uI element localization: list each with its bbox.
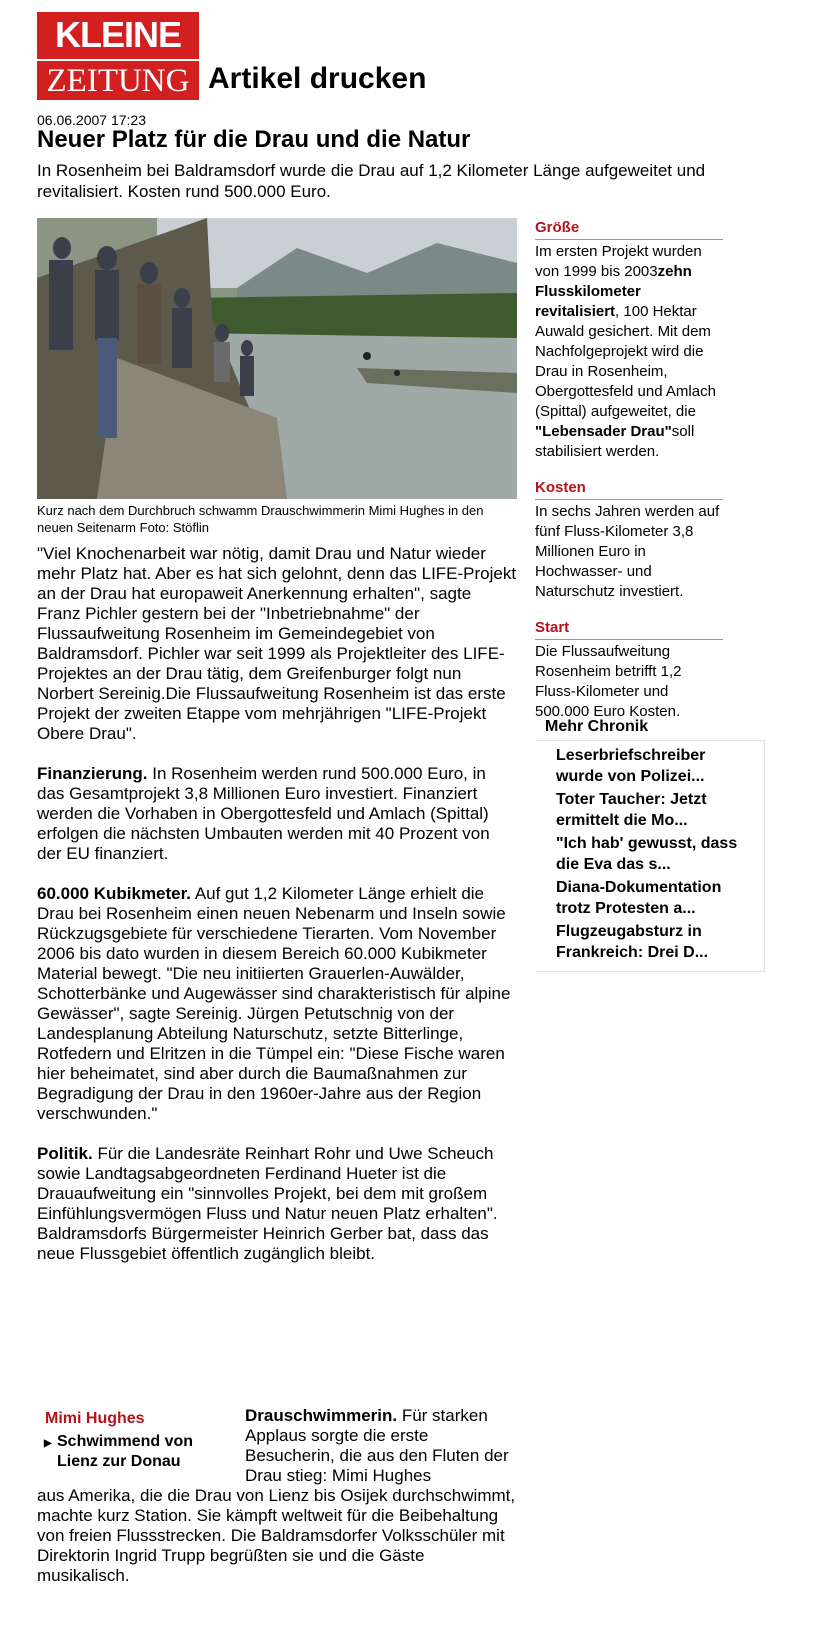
article-body — [37, 544, 517, 1284]
article-date: 06.06.2007 17:23 — [37, 112, 146, 128]
paragraph-kubikmeter — [37, 884, 517, 1124]
groesse-text-b: zehn Flusskilometer revitalisiert — [535, 263, 692, 320]
info-title-groesse: Größe — [535, 218, 723, 240]
text-drauschwimmerin-a: Für starken Applaus sorgte die erste Besucherin, die aus den Fluten der Drau stieg: Mimi Hughes — [245, 1406, 509, 1485]
info-sidebar — [535, 218, 723, 738]
info-text-kosten: In sechs Jahren werden auf fünf Fluss-Kilometer 3,8 Millionen Euro in Hochwasser- und Naturschutz investiert. — [535, 503, 720, 600]
more-chronik-title: Mehr Chronik — [545, 718, 649, 735]
text-kubikmeter: Auf gut 1,2 Kilometer Länge erhielt die Drau bei Rosenheim einen neuen Nebenarm und Inseln sowie Rückzugsgebiete für verschiedene Tierarten. Vom November 2006 bis dato wurden in diesem Bereich 60.000 Kubikmeter Material bewegt. "Die neu initiierten Grauerlen-Auwälder, Schotterbänke und Augewässer sind charakteristisch für alpine Gewässer", sagte Sereinig. Jürgen Petutschnig von der Landesplanung Abteilung Naturschutz, setzte Bitterlinge, Rotfedern und Elritzen in die Tümpel ein: "Diese Fische waren hier beheimatet, sind aber durch die Baumaßnahmen zur Begradigung der Drau in den 1960er-Jahre aus der Region verschwunden." — [37, 884, 511, 1123]
kleine-zeitung-logo[interactable] — [37, 12, 199, 100]
article-photo — [37, 218, 517, 499]
logo-line2: ZEITUNG — [37, 59, 199, 100]
chronik-link[interactable]: Leserbriefschreiber wurde von Polizei... — [556, 747, 706, 785]
header — [37, 12, 757, 102]
info-box-start — [535, 618, 723, 722]
article-lead: In Rosenheim bei Baldramsdorf wurde die Drau auf 1,2 Kilometer Länge aufgeweitet und revitalisiert. Kosten rund 500.000 Euro. — [37, 161, 706, 201]
groesse-text-d: "Lebensader Drau" — [535, 423, 672, 440]
more-chronik-list — [535, 740, 765, 972]
info-text-groesse — [535, 242, 723, 462]
river-photo-illustration — [37, 218, 517, 499]
print-title: Artikel drucken — [208, 62, 427, 95]
paragraph-drauschwimmerin — [245, 1406, 515, 1486]
info-text-start: Die Flussaufweitung Rosenheim betrifft 1,2 Fluss-Kilometer und 500.000 Euro Kosten. — [535, 643, 682, 720]
paragraph-politik — [37, 1144, 517, 1264]
text-politik: Für die Landesräte Reinhart Rohr und Uwe Scheuch sowie Landtagsabgeordneten Ferdinand Hueter ist die Drauaufweitung ein "sinnvolles Projekt, bei dem mit großem Einfühlungsvermögen Fluss und Natur neuen Platz erhalten". Baldramsdorfs Bürgermeister Heinrich Gerber bat, dass das neue Flussgebiet öffentlich zugänglich bleibt. — [37, 1144, 498, 1263]
mimi-hughes-link-text[interactable]: Schwimmend von Lienz zur Donau — [57, 1433, 194, 1470]
groesse-text-e: soll stabilisiert werden. — [535, 423, 695, 460]
more-chronik — [535, 718, 765, 972]
mimi-hughes-link[interactable] — [37, 1432, 237, 1472]
mimi-hughes-title: Mimi Hughes — [45, 1410, 145, 1427]
logo-line1: KLEINE — [54, 14, 181, 55]
mimi-hughes-box — [37, 1410, 237, 1472]
info-title-start: Start — [535, 618, 723, 640]
text-finanzierung: In Rosenheim werden rund 500.000 Euro, in das Gesamtprojekt 3,8 Millionen Euro investiert. Finanziert werden die Vorhaben in Obergottesfeld und Amlach (Spittal) erfolgen die nächsten Umbauten werden mit 40 Prozent von der EU finanziert. — [37, 764, 490, 863]
subhead-kubikmeter: 60.000 Kubikmeter. — [37, 884, 192, 903]
groesse-text-c: , 100 Hektar Auwald gesichert. Mit dem Nachfolgeprojekt wird die Drau in Rosenheim, Obergottesfeld und Amlach (Spittal) aufgeweitet, die — [535, 303, 716, 420]
chronik-link[interactable]: Toter Taucher: Jetzt ermittelt die Mo... — [556, 791, 707, 829]
info-box-kosten — [535, 478, 723, 602]
subhead-drauschwimmerin: Drauschwimmerin. — [245, 1406, 398, 1425]
paragraph-intro: "Viel Knochenarbeit war nötig, damit Drau und Natur wieder mehr Platz hat. Aber es hat sich gelohnt, denn das LIFE-Projekt an der Drau hat europaweit Anerkennung erhalten", sagte Franz Pichler gestern bei der "Inbetriebnahme" der Flussaufweitung Rosenheim im Gemeindegebiet von Baldramsdorf. Pichler war seit 1999 als Projektleiter des LIFE-Projektes an der Drau tätig, dem Greifenburger folgt nun Norbert Sereinig.Die Flussaufweitung Rosenheim ist das erste Projekt der zweiten Etappe vom mehrjährigen "LIFE-Projekt Obere Drau". — [37, 544, 517, 743]
paragraph-finanzierung — [37, 764, 517, 864]
subhead-politik: Politik. — [37, 1144, 93, 1163]
photo-caption: Kurz nach dem Durchbruch schwamm Drauschwimmerin Mimi Hughes in den neuen Seitenarm Foto: Stöflin — [37, 503, 484, 535]
chronik-link[interactable]: Flugzeugabsturz in Frankreich: Drei D... — [556, 923, 709, 961]
triangle-right-icon: ▶ — [44, 1438, 52, 1449]
paragraph-drauschwimmerin-cont: aus Amerika, die die Drau von Lienz bis Osijek durchschwimmt, machte kurz Station. Sie kämpft weltweit für die Beibehaltung von freien Flussstrecken. Die Baldramsdorfer Volksschüler mit Direktorin Ingrid Trupp begrüßten sie und die Gäste musikalisch. — [37, 1486, 516, 1585]
chronik-link[interactable]: "Ich hab' gewusst, dass die Eva das s... — [556, 835, 738, 873]
info-box-groesse — [535, 218, 723, 462]
subhead-finanzierung: Finanzierung. — [37, 764, 148, 783]
info-title-kosten: Kosten — [535, 478, 723, 500]
chronik-link[interactable]: Diana-Dokumentation trotz Protesten a... — [556, 879, 722, 917]
article-headline: Neuer Platz für die Drau und die Natur — [37, 126, 471, 153]
groesse-text-a: Im ersten Projekt wurden von 1999 bis 2003 — [535, 243, 702, 280]
